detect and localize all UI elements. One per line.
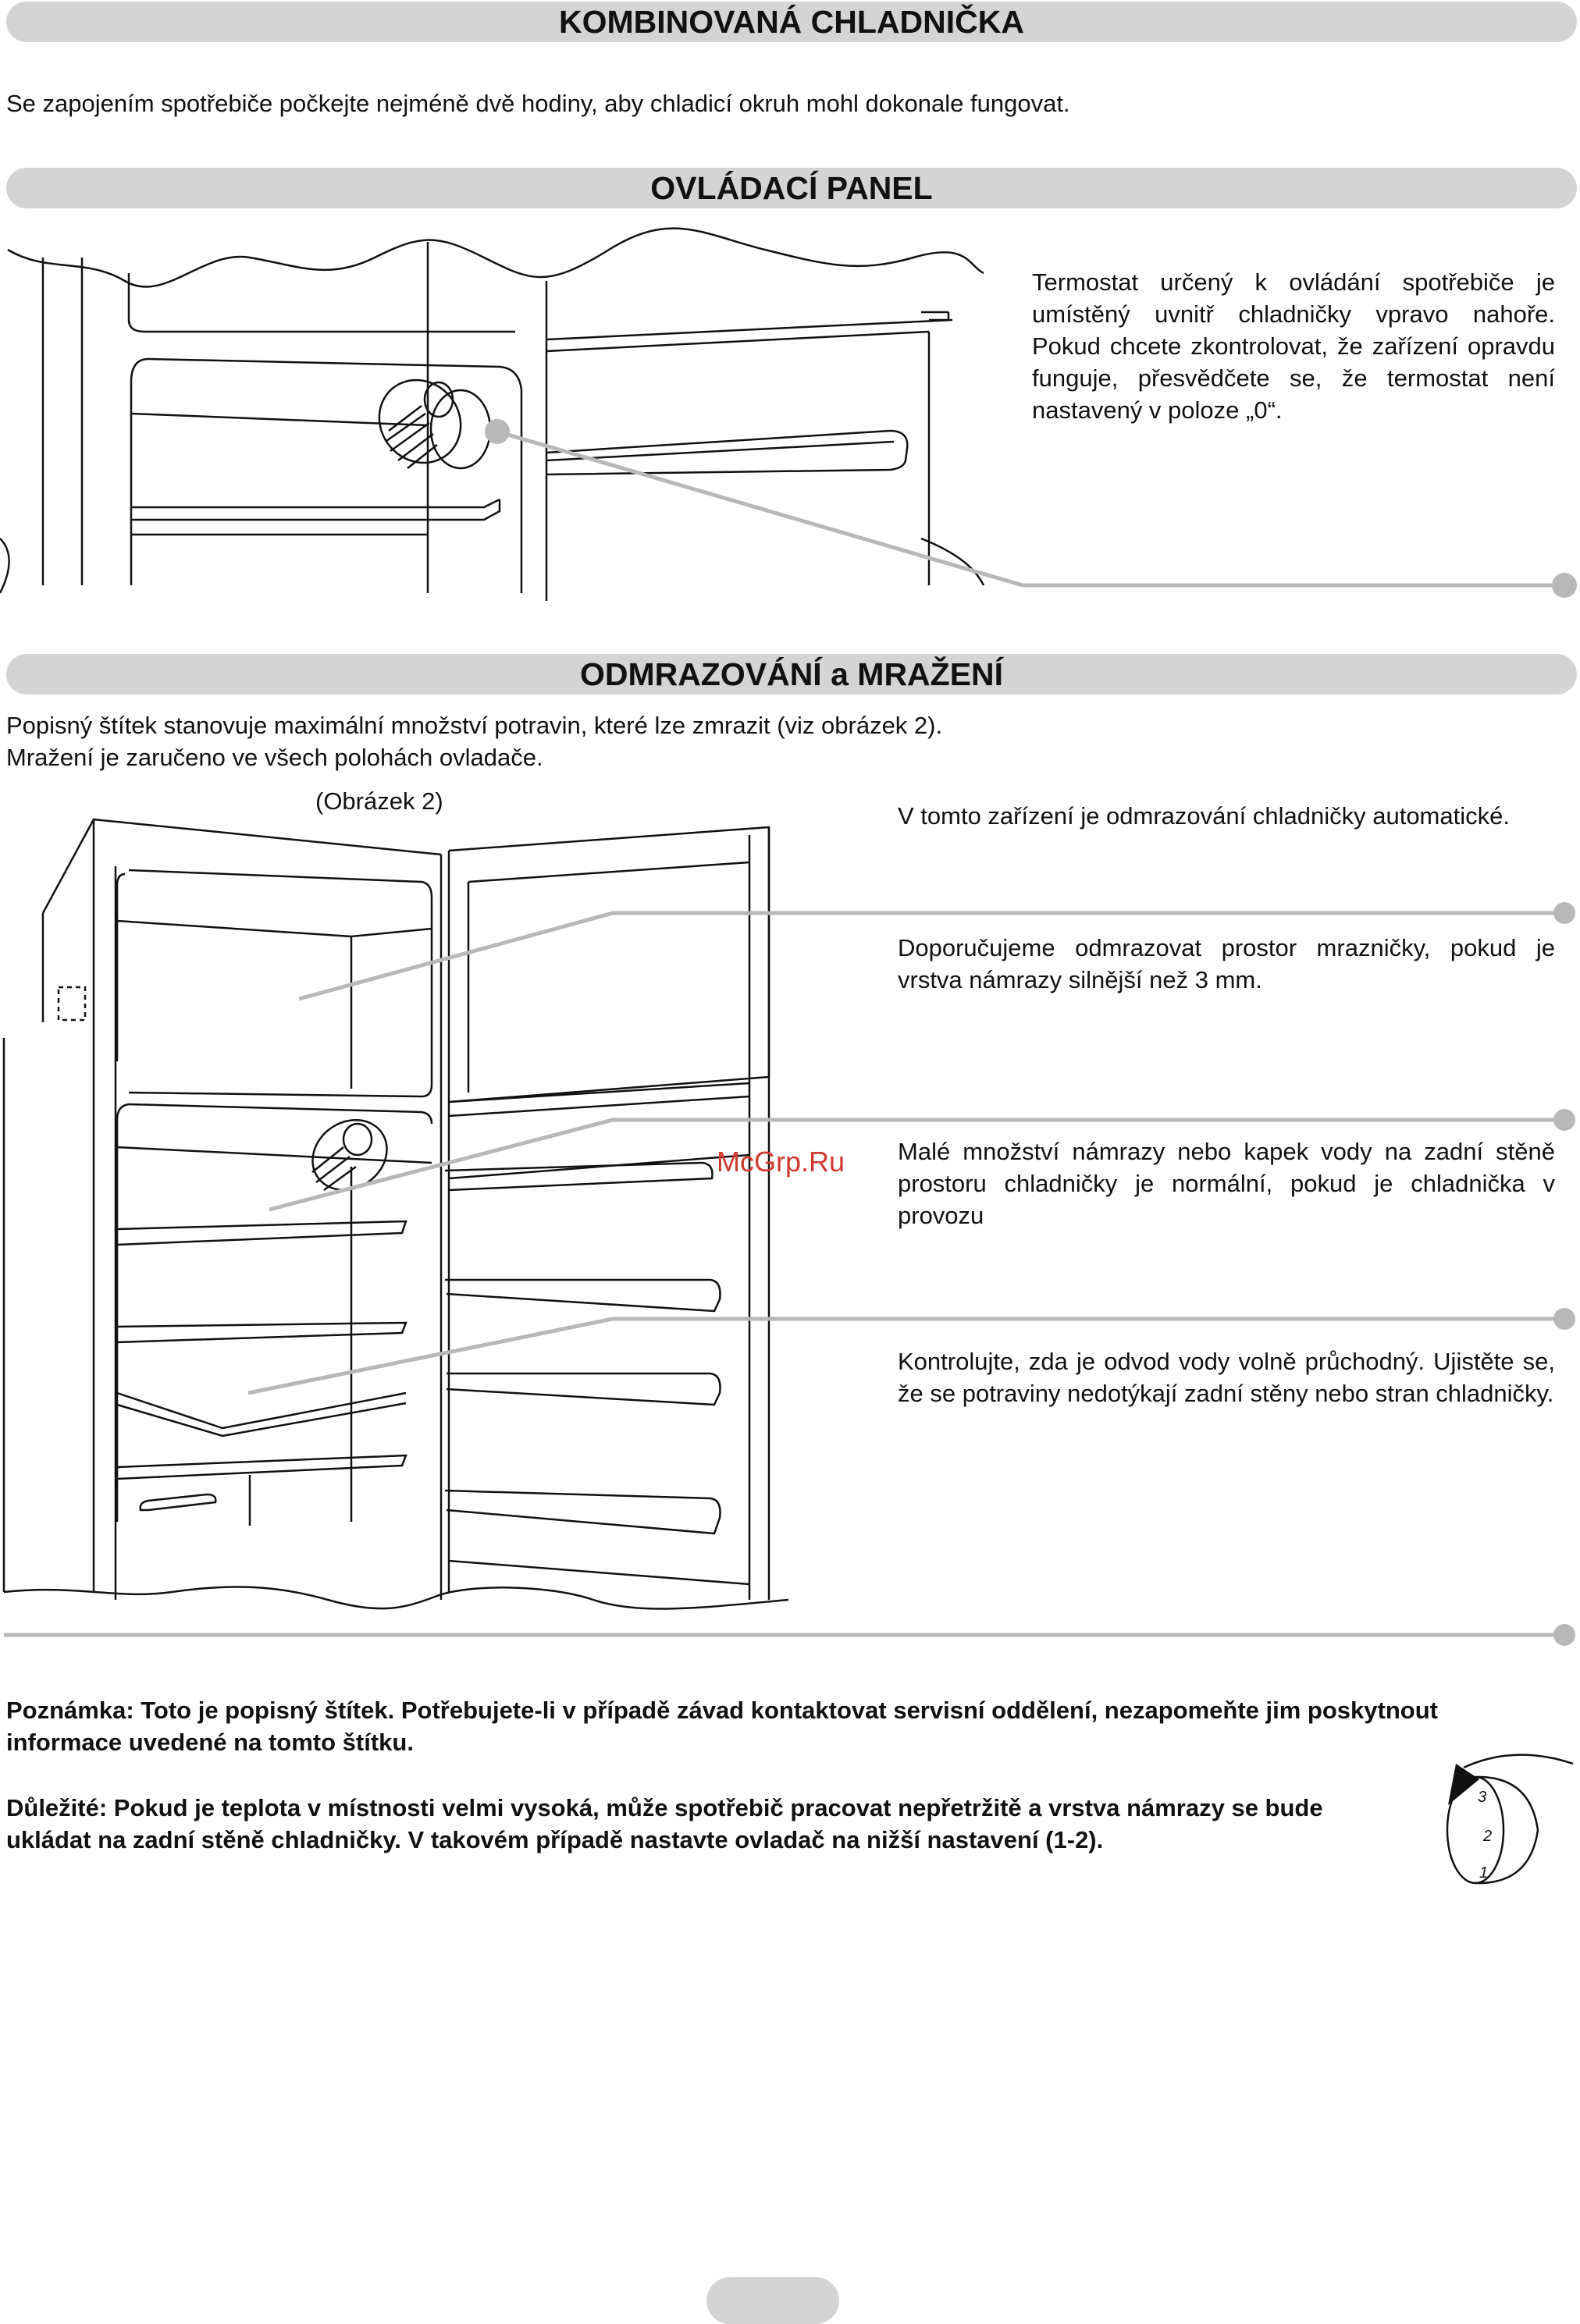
defrost-intro-1: Popisný štítek stanovuje maximální množství potravin, které lze zmrazit (viz obrázek 2). bbox=[6, 712, 943, 739]
watermark: McGrp.Ru bbox=[717, 1146, 845, 1178]
defrost-heading: ODMRAZOVÁNÍ a MRAŽENÍ bbox=[579, 656, 1004, 692]
defrost-note-2: Doporučujeme odmrazovat prostor mrazničky, pokud je vrstva námrazy silnější než 3 mm. bbox=[898, 934, 1555, 993]
note-text: Poznámka: Toto je popisný štítek. Potřebujete-li v případě závad kontaktovat servisní oddělení, nezapomeňte jim poskytnout informace uvedené na tomto štítku. bbox=[6, 1697, 1438, 1756]
control-panel-band bbox=[6, 168, 1577, 208]
figure-caption: (Obrázek 2) bbox=[315, 787, 443, 815]
title-band bbox=[6, 2, 1577, 42]
important-text: Důležité: Pokud je teplota v místnosti velmi vysoká, může spotřebič pracovat nepřetržitě a vrstva námrazy se bude ukládat na zadní stěně chladničky. V takovém případě nastavte ovladač na nižší nastavení (1-2). bbox=[6, 1794, 1323, 1853]
defrost-note-1: V tomto zařízení je odmrazování chladničky automatické. bbox=[898, 802, 1510, 830]
defrost-note-3: Malé množství námrazy nebo kapek vody na zadní stěně prostoru chladničky je normální, pokud je chladnička v provozu bbox=[898, 1138, 1555, 1229]
defrost-band bbox=[6, 654, 1577, 695]
control-panel-heading: OVLÁDACÍ PANEL bbox=[650, 169, 933, 206]
page-title: KOMBINOVANÁ CHLADNIČKA bbox=[559, 3, 1024, 40]
page-number-pill bbox=[706, 2277, 839, 2324]
intro-text: Se zapojením spotřebiče počkejte nejméně dvě hodiny, aby chladicí okruh mohl dokonale fungovat. bbox=[6, 90, 1070, 117]
dial-mark-2: 2 bbox=[1483, 1828, 1493, 1845]
defrost-intro-2: Mražení je zaručeno ve všech polohách ovladače. bbox=[6, 744, 543, 771]
defrost-note-4: Kontrolujte, zda je odvod vody volně průchodný. Ujistěte se, že se potraviny nedotýkají zadní stěny nebo stran chladničky. bbox=[898, 1348, 1555, 1407]
dial-illustration bbox=[1374, 1732, 1577, 1904]
dial-mark-3: 3 bbox=[1478, 1789, 1487, 1806]
thermostat-description: Termostat určený k ovládání spotřebiče je umístěný uvnitř chladničky vpravo nahoře. Pokud chcete zkontrolovat, že zařízení opravdu funguje, přesvědčete se, že termostat není nastavený v poloze „0“. bbox=[1032, 268, 1555, 424]
dial-mark-1: 1 bbox=[1479, 1864, 1489, 1882]
